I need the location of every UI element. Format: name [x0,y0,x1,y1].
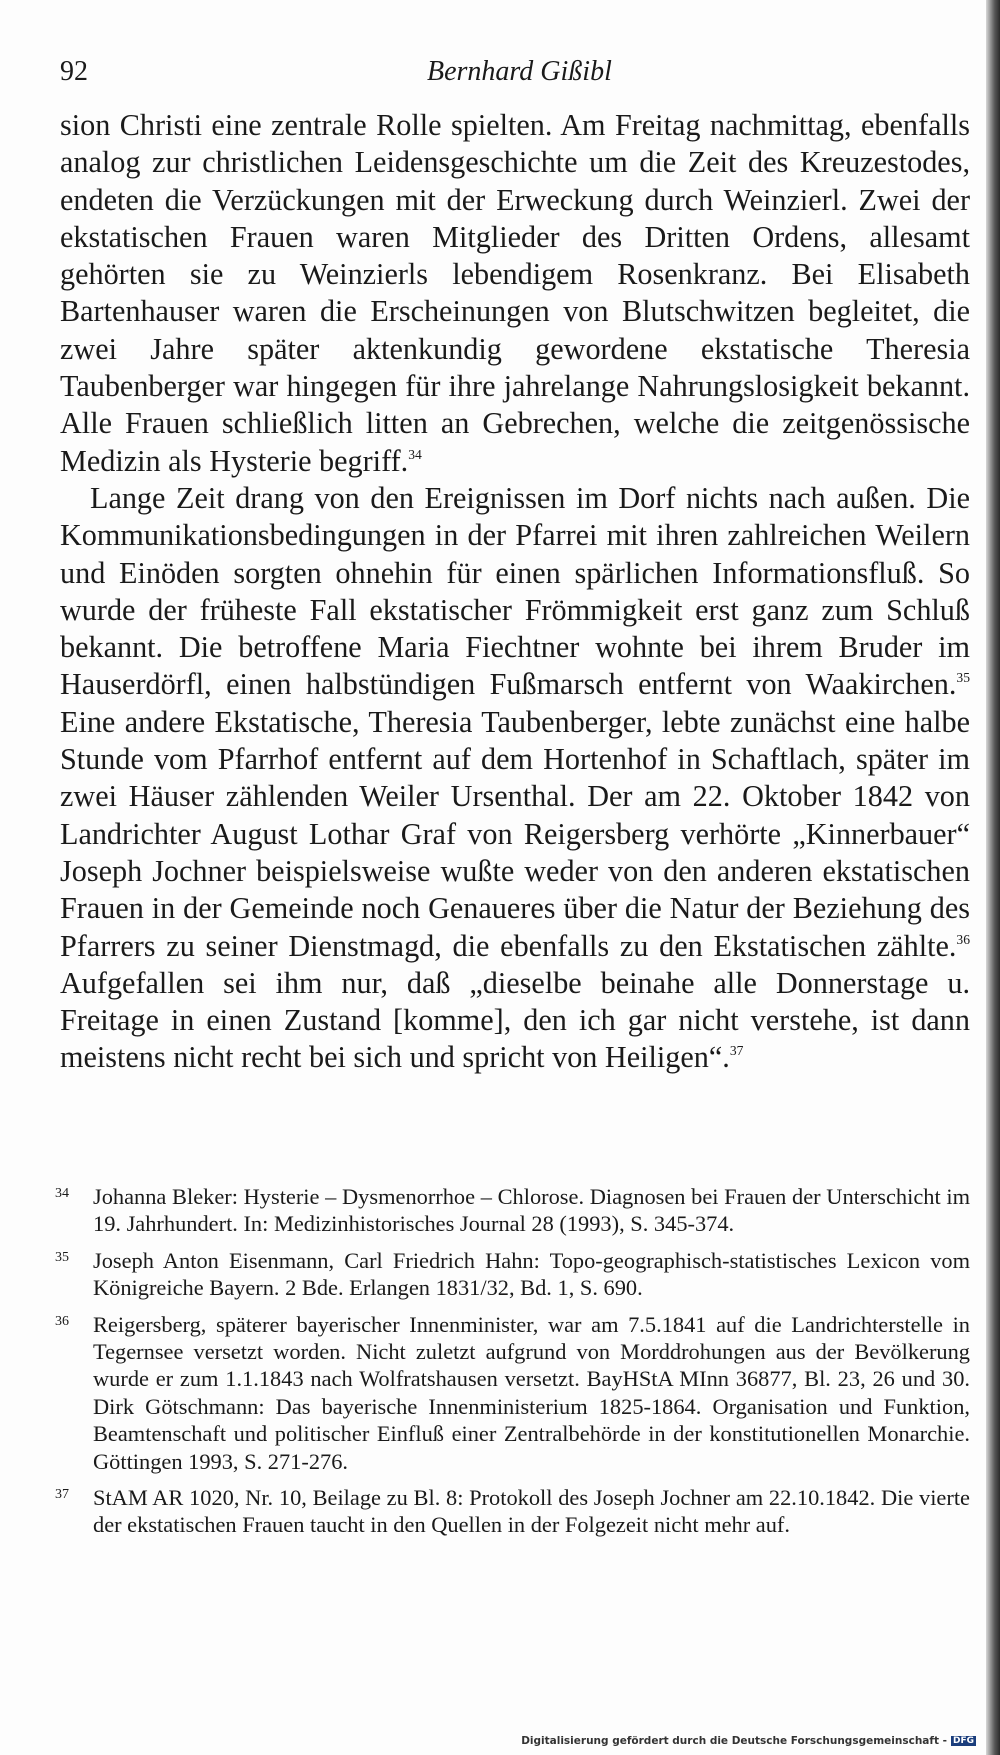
page-number: 92 [60,56,88,87]
footnote-number: 36 [55,1313,69,1329]
credit-text: Digitalisierung gefördert durch die Deutsche Forschungsgemeinschaft - [521,1735,947,1747]
footnote-34 [55,1183,970,1238]
paragraph-2-text-c: Aufgefallen sei ihm nur, daß „dieselbe beinahe alle Donnerstage u. Freitage in einen Zustand [komme], den ich gar nicht verstehe, ist dann meistens nicht recht bei sich und spricht von Heiligen“. [60,965,970,1075]
footnote-text: Reigersberg, späterer bayerischer Innenminister, war am 7.5.1841 auf die Landrichterstelle in Tegernsee versetzt worden. Nicht zuletzt aufgrund von Morddrohungen aus der Bevölkerung wurde er zum 1.1.1843 nach Wolfratshausen versetzt. BayHStA MInn 36877, Bl. 23, 26 und 30. Dirk Götschmann: Das bayerische Innenministerium 1825-1864. Organisation und Funktion, Beamtenschaft und politischer Einfluß einer Zentralbehörde in der konstitutionellen Monarchie. Göttingen 1993, S. 271-276. [93,1311,970,1474]
footnote-text: Johanna Bleker: Hysterie – Dysmenorrhoe – Chlorose. Diagnosen bei Frauen der Unterschicht im 19. Jahrhundert. In: Medizinhistorisches Journal 28 (1993), S. 345-374. [93,1184,970,1237]
paragraph-1 [60,107,970,480]
dfg-logo: DFG [952,1736,974,1746]
footnote-ref-37: 37 [729,1043,744,1059]
scan-edge-shadow [986,0,1000,1755]
footnote-number: 37 [55,1487,69,1503]
footnote-ref-35: 35 [956,670,970,686]
footnote-37 [55,1484,970,1539]
paragraph-2 [60,480,970,1077]
paragraph-2-text-a: Lange Zeit drang von den Ereignissen im Dorf nichts nach außen. Die Kommunikationsbedingungen in der Pfarrei mit ihren zahlreichen Weilern und Einöden sorgten ohnehin für einen spärlichen Informationsfluß. So wurde der früheste Fall ekstatischer Frömmigkeit erst ganz zum Schluß bekannt. Die betroffene Maria Fiechtner wohnte bei ihrem Bruder im Hauserdörfl, einen halbstündigen Fußmarsch entfernt von Waakirchen. [60,480,970,702]
main-text [60,107,970,1077]
footnote-text: StAM AR 1020, Nr. 10, Beilage zu Bl. 8: Protokoll des Joseph Jochner am 22.10.1842. Die vierte der ekstatischen Frauen taucht in den Quellen in der Folgezeit nicht mehr auf. [93,1485,970,1538]
paragraph-1-text: sion Christi eine zentrale Rolle spielten. Am Freitag nachmittag, ebenfalls analog zur christlichen Leidensgeschichte um die Zeit des Kreuzestodes, endeten die Verzückungen mit der Erweckung durch Weinzierl. Zwei der ekstatischen Frauen waren Mitglieder des Dritten Ordens, allesamt gehörten sie zu Weinzierls lebendigem Rosenkranz. Bei Elisabeth Bartenhauser waren die Erscheinungen von Blutschwitzen begleitet, die zwei Jahre später aktenkundig gewordene ekstatische Theresia Taubenberger war hingegen für ihre jahrelange Nahrungslosigkeit bekannt. Alle Frauen schließlich litten an Gebrechen, welche die zeitgenössische Medizin als Hysterie begriff. [60,108,970,478]
paragraph-2-text-b: Eine andere Ekstatische, Theresia Taubenberger, lebte zunächst eine halbe Stunde vom Pfarrhof entfernt auf dem Hortenhof in Schaftlach, später im zwei Häuser zählenden Weiler Ursenthal. Der am 22. Oktober 1842 von Landrichter August Lothar Graf von Reigersberg verhörte „Kinnerbauer“ Joseph Jochner beispielsweise wußte weder von den anderen ekstatischen Frauen in der Gemeinde noch Genaueres über die Natur der Beziehung des Pfarrers zu seiner Dienstmagd, die ebenfalls zu den Ekstatischen zählte. [60,704,970,963]
footnote-number: 35 [55,1249,69,1265]
running-head: Bernhard Gißibl [427,56,612,87]
footnote-36 [55,1311,970,1475]
footnote-text: Joseph Anton Eisenmann, Carl Friedrich Hahn: Topo-geographisch-statistisches Lexicon vom Königreiche Bayern. 2 Bde. Erlangen 1831/32, Bd. 1, S. 690. [93,1247,970,1301]
digitization-credit [521,1735,976,1747]
footnote-ref-36: 36 [956,931,970,947]
footnotes [55,1183,970,1548]
footnote-35 [55,1247,970,1302]
footnote-number: 34 [55,1186,69,1201]
footnote-ref-34: 34 [408,446,422,462]
page-header [60,56,910,96]
